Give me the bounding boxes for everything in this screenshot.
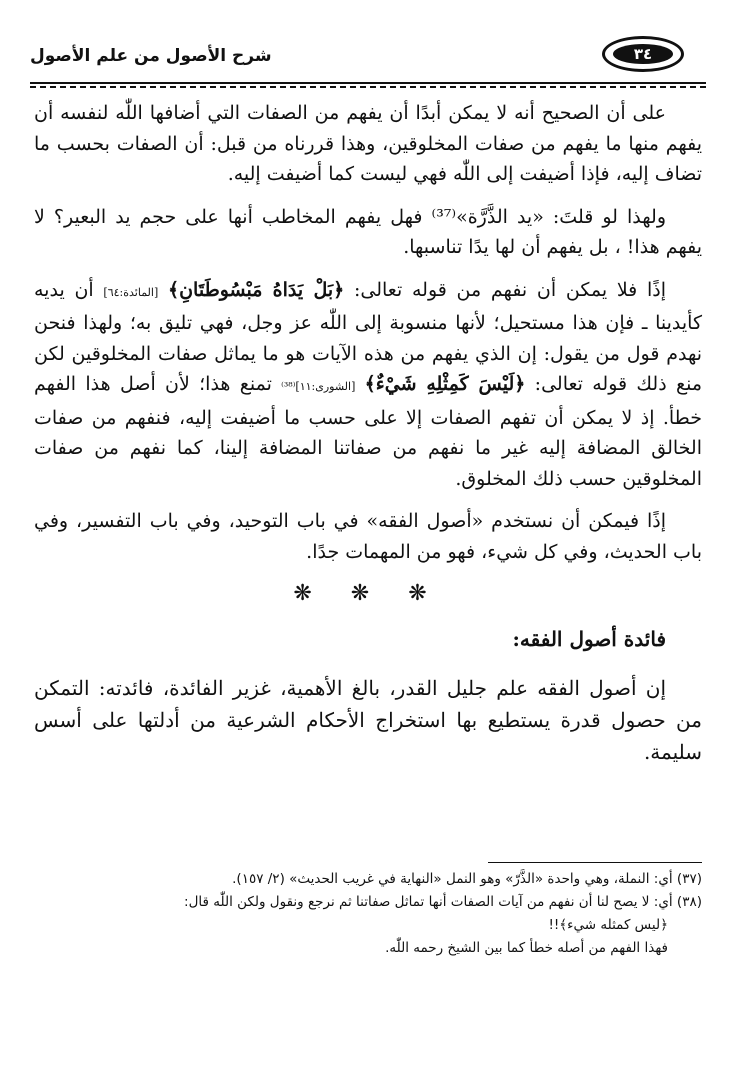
verse-reference-1: [المائدة:٦٤]	[103, 285, 159, 299]
paragraph-1: على أن الصحيح أنه لا يمكن أبدًا أن يفهم من الصفات التي أضافها اللّٰه لنفسه أن يفهم منها ما يفهم من صفات المخلوقين، وهذا قررناه من قبل: أن الصفات بحسب ما تضاف إليه، فإذا أضيفت إلى اللّٰه فهي ليست كما أضيفت إليه.	[34, 102, 702, 185]
main-text	[34, 98, 702, 780]
page-number-badge	[602, 36, 684, 72]
quran-verse-1: ﴿بَلْ يَدَاهُ مَبْسُوطَتَانِ﴾	[167, 278, 345, 301]
section-heading: فائدة أصول الفقه:	[512, 626, 666, 651]
quran-verse-2: ﴿لَيْسَ كَمِثْلِهِ شَيْءٌ﴾	[364, 373, 526, 395]
verse-reference-2: [الشورى:١١]⁽³⁸⁾	[281, 380, 356, 393]
running-title: شرح الأصول من علم الأصول	[30, 46, 272, 66]
paragraph-3-text-a: إذًا فلا يمكن أن نفهم من قوله تعالى:	[344, 278, 666, 301]
footnote-37: (٣٧) أي: النملة، وهي واحدة «الذَّرّ» وهو النمل «النهاية في غريب الحديث» (٢/ ١٥٧).	[232, 871, 702, 887]
paragraph-3-text-c: تمنع هذا؛ لأن أصل هذا الفهم خطأ. إذ لا يمكن أن تفهم الصفات إلا على حسب ما أضيفت إليه، فنفهم من صفات الخالق المضافة إليه غير ما نفهم من صفاتنا المضافة إلينا، كما نفهم من صفات المخلوقين حسب ذلك المخلوق.	[34, 373, 702, 490]
footnote-38: (٣٨) أي: لا يصح لنا أن نفهم من آيات الصفات أنها تماثل صفاتنا ثم نرجع ونقول ولكن اللّٰه قال:	[184, 894, 702, 910]
page-number-oval	[613, 44, 673, 64]
section-separator-stars: ❋ ❋ ❋	[293, 581, 443, 606]
footnote-divider	[488, 862, 702, 863]
footnotes	[36, 868, 702, 960]
paragraph-4: إذًا فيمكن أن نستخدم «أصول الفقه» في باب التوحيد، وفي باب التفسير، وفي باب الحديث، وفي كل شيء، فهو من المهمات جدًا.	[34, 510, 702, 563]
page-header	[30, 36, 706, 80]
paragraph-2: ولهذا لو قلتَ: «يد الذَّرَّة»⁽³⁷⁾ فهل يفهم المخاطب أنها على حجم يد البعير؟ لا يفهم هذا! ، بل يفهم أن لها يدًا تناسبها.	[34, 205, 702, 258]
paragraph-5: إن أصول الفقه علم جليل القدر، بالغ الأهمية، غزير الفائدة، فائدته: التمكن من حصول قدرة يستطيع بها استخراج الأحكام الشرعية من أدلتها على أسس سليمة.	[34, 676, 702, 764]
footnote-38-verse: ﴿ليس كمثله شيء﴾!!	[548, 917, 668, 933]
header-divider	[30, 82, 706, 88]
page-number: ٣٤	[633, 45, 653, 63]
paragraph-3	[34, 275, 702, 495]
footnote-38-conclusion: فهذا الفهم من أصله خطأ كما بين الشيخ رحمه اللّٰه.	[385, 940, 668, 956]
paragraph-3-text-b: أن يديه كأيدينا ـ فإن هذا مستحيل؛ لأنها منسوبة إلى اللّٰه عز وجل، فهي تليق به؛ ولهذا فنحن نهدم قول من يقول: إن الذي يفهم من هذه الآيات هو ما يماثل صفات المخلوقين لكن منع ذلك قوله تعالى:	[34, 278, 703, 395]
